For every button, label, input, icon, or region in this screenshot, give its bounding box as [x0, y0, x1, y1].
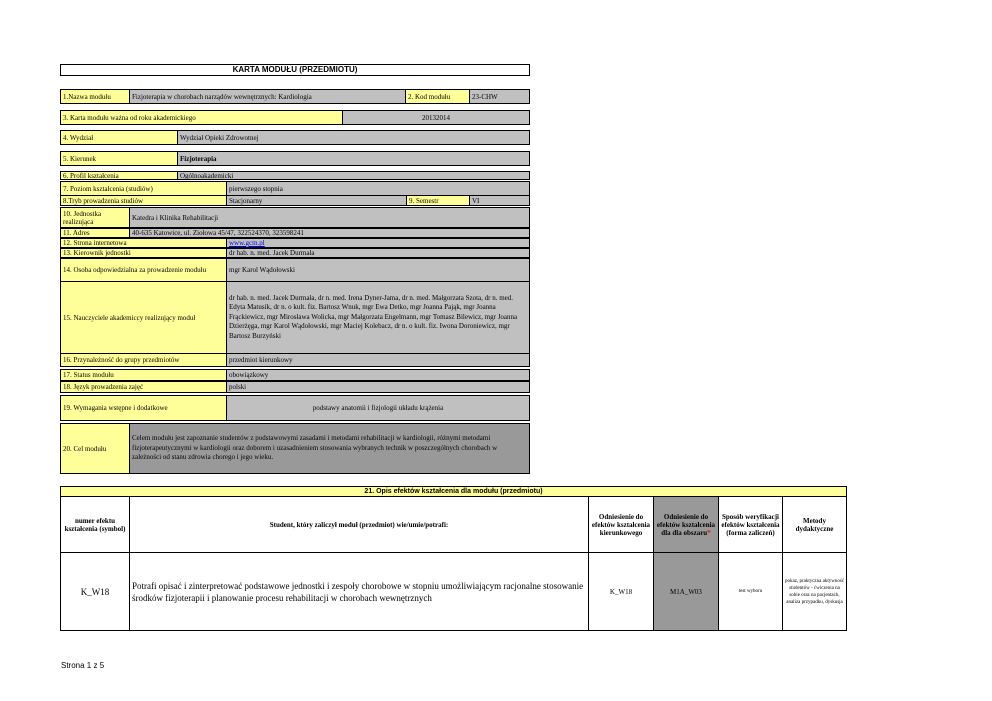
field-of-study-value: Fizjoterapia	[177, 151, 530, 166]
header-ref-area-star: *	[707, 528, 711, 537]
outcome-methods: pokaz, praktyczna aktywność studentów - ćwiczenia na sobie oraz na pacjentach, analiza przypadku, dyskusja	[782, 552, 847, 631]
header-methods: Metody dydaktyczne	[782, 496, 847, 553]
level-value: pierwszego stopnia	[226, 181, 530, 196]
level-label: 7. Poziom kształcenia (studiów)	[60, 181, 227, 196]
responsible-value: mgr Karol Wądołowski	[226, 258, 530, 282]
outcome-ref-area: M1A_W03	[653, 552, 719, 631]
group-label: 16. Przynależność do grupy przedmiotów	[60, 353, 227, 367]
header-ref-area	[653, 496, 719, 553]
status-value: obowiązkowy	[226, 369, 530, 381]
head-value: dr hab. n. med. Jacek Durmała	[226, 248, 530, 258]
header-ref-area-text: Odniesienie do efektów kształcenia dla dla obszaru	[656, 512, 716, 537]
module-name-value: Fizjoterapia w chorobach narządów wewnętrznych: Kardiologia	[129, 89, 406, 104]
semester-label: 9. Semestr	[406, 195, 470, 206]
valid-year-label: 3. Karta modułu ważna od roku akademickiego	[60, 110, 343, 125]
header-ref-kier: Odniesienie do efektów kształcenia kierunkowego	[588, 496, 654, 553]
address-value: 40-635 Katowice, ul. Ziołowa 45/47, 322524370, 323598241	[129, 228, 530, 238]
outcome-verification: test wyboru	[718, 552, 783, 631]
outcome-ref-kier: K_W18	[588, 552, 654, 631]
requirements-label: 19. Wymagania wstępne i dodatkowe	[60, 395, 227, 421]
group-value: przedmiot kierunkowy	[226, 353, 530, 367]
study-mode-label: 8.Tryb prowadzenia studiów	[60, 195, 227, 206]
website-label: 12. Strona internetowa	[60, 238, 227, 248]
profile-label: 6. Profil kształcenia	[60, 171, 178, 180]
language-value: polski	[226, 381, 530, 393]
goal-label: 20. Cel modułu	[60, 423, 130, 474]
teachers-label: 15. Nauczyciele akademiccy realizujący moduł	[60, 281, 227, 354]
teachers-value: dr hab. n. med. Jacek Durmała, dr n. med. Irena Dyner-Jama, dr n. med. Małgorzata Szota, dr n. med. Edyta Matusik, dr n. o kult. fiz. Bartosz Wnuk, mgr Ewa Detko, mgr Joanna Pająk, mgr Joanna Frąckiewicz, mgr Mirosława Wolicka, mgr Małgorzata Engelmann, mgr Tomasz Bilewicz, mgr Joanna Dzierżęga, mgr Karol Wądołowski, mgr Maciej Kolebacz, dr n. o kult. fiz. Iwona Doroniewicz, mgr Bartosz Burzyński	[226, 281, 530, 354]
outcomes-title: 21. Opis efektów kształcenia dla modułu (przedmiotu)	[60, 486, 847, 497]
document-title: KARTA MODUŁU (PRZEDMIOTU)	[60, 64, 530, 76]
website-link[interactable]: www.gcm.pl	[229, 239, 265, 247]
unit-label: 10. Jednostka realizująca	[60, 207, 130, 228]
module-code-label: 2. Kod modułu	[405, 89, 470, 104]
outcome-description: Potrafi opisać i zinterpretować podstawowe jednostki i zespoły chorobowe w stopniu umożliwiającym racjonalne stosowanie środków fizjoterapii i planowanie procesu rehabilitacji w chorobach wewnętrznych	[129, 552, 589, 631]
outcome-symbol: K_W18	[60, 552, 130, 631]
field-of-study-label: 5. Kierunek	[60, 151, 178, 166]
unit-value: Katedra i Klinika Rehabilitacji	[129, 207, 530, 228]
semester-value: VI	[469, 195, 530, 206]
head-label: 13. Kierownik jednostki	[60, 248, 227, 258]
requirements-value: podstawy anatomii i fizjologii układu krążenia	[226, 395, 530, 421]
address-label: 11. Adres	[60, 228, 130, 238]
header-description: Student, który zaliczył moduł (przedmiot) wie/umie/potrafi:	[129, 496, 589, 553]
status-label: 17. Status modułu	[60, 369, 227, 381]
profile-value: Ogólnoakademicki	[177, 171, 530, 180]
responsible-label: 14. Osoba odpowiedzialna za prowadzenie modułu	[60, 258, 227, 282]
valid-year-value: 20132014	[342, 110, 530, 125]
faculty-value: Wydział Opieki Zdrowotnej	[177, 130, 530, 145]
website-cell	[226, 238, 530, 248]
page-number: Strona 1 z 5	[61, 661, 105, 670]
language-label: 18. Język prowadzenia zajęć	[60, 381, 227, 393]
header-verification: Sposób weryfikacji efektów kształcenia (forma zaliczeń)	[718, 496, 783, 553]
module-code-value: 23-CHW	[469, 89, 530, 104]
module-name-label: 1.Nazwa modułu	[60, 89, 130, 104]
study-mode-value: Stacjonarny	[226, 195, 407, 206]
goal-value: Celem modułu jest zapoznanie studentów z podstawowymi zasadami i metodami rehabilitacji w kardiologii, różnymi metodami fizjoterapeutycznymi w kardiologii oraz doborem i uzasadnieniem stosowania wybranych technik w poszczególnych chorobach w zależności od stanu zdrowia chorego i jego wieku.	[129, 423, 530, 474]
header-symbol: numer efektu kształcenia (symbol)	[60, 496, 130, 553]
faculty-label: 4. Wydział	[60, 130, 178, 145]
